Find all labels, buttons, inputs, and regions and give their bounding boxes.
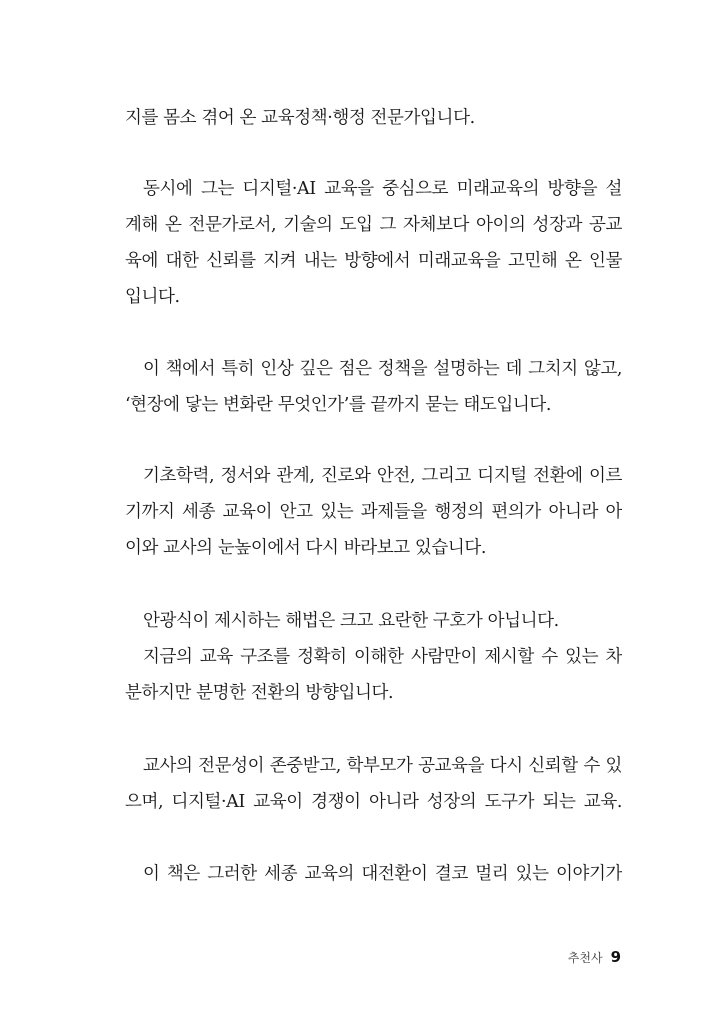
body-text-line: 육에 대한 신뢰를 지켜 내는 방향에서 미래교육을 고민해 온 인물 — [125, 251, 622, 271]
body-text-line: 지금의 교육 구조를 정확히 이해한 사람만이 제시할 수 있는 차 — [143, 647, 622, 667]
body-text-line: 입니다. — [125, 287, 180, 307]
body-text-line: 기초학력, 정서와 관계, 진로와 안전, 그리고 디지털 전환에 이르 — [143, 466, 622, 486]
body-text-line: 지를 몸소 겪어 온 교육정책·행정 전문가입니다. — [125, 108, 475, 128]
body-text-line: 교사의 전문성이 존중받고, 학부모가 공교육을 다시 신뢰할 수 있 — [143, 756, 622, 776]
body-text-line: 기까지 세종 교육이 안고 있는 과제들을 행정의 편의가 아니라 아 — [125, 502, 622, 522]
body-text-line: ‘현장에 닿는 변화란 무엇인가’를 끝까지 묻는 태도입니다. — [125, 395, 552, 415]
body-text-line: 이 책에서 특히 인상 깊은 점은 정책을 설명하는 데 그치지 않고, — [143, 359, 622, 379]
body-text-line: 계해 온 전문가로서, 기술의 도입 그 자체보다 아이의 성장과 공교 — [125, 215, 622, 235]
body-text-line: 으며, 디지털·AI 교육이 경쟁이 아니라 성장의 도구가 되는 교육. — [125, 792, 622, 812]
body-text-line: 동시에 그는 디지털·AI 교육을 중심으로 미래교육의 방향을 설 — [143, 179, 622, 199]
body-text-line: 이와 교사의 눈높이에서 다시 바라보고 있습니다. — [125, 538, 487, 558]
body-text-line: 안광식이 제시하는 해법은 크고 요란한 구호가 아닙니다. — [143, 611, 559, 631]
page-number: 9 — [610, 948, 621, 966]
body-text-line: 이 책은 그러한 세종 교육의 대전환이 결코 멀리 있는 이야기가 — [143, 864, 622, 884]
page-footer — [568, 944, 621, 970]
section-title: 추천사 — [567, 951, 603, 965]
body-text-line: 분하지만 분명한 전환의 방향입니다. — [125, 683, 394, 703]
